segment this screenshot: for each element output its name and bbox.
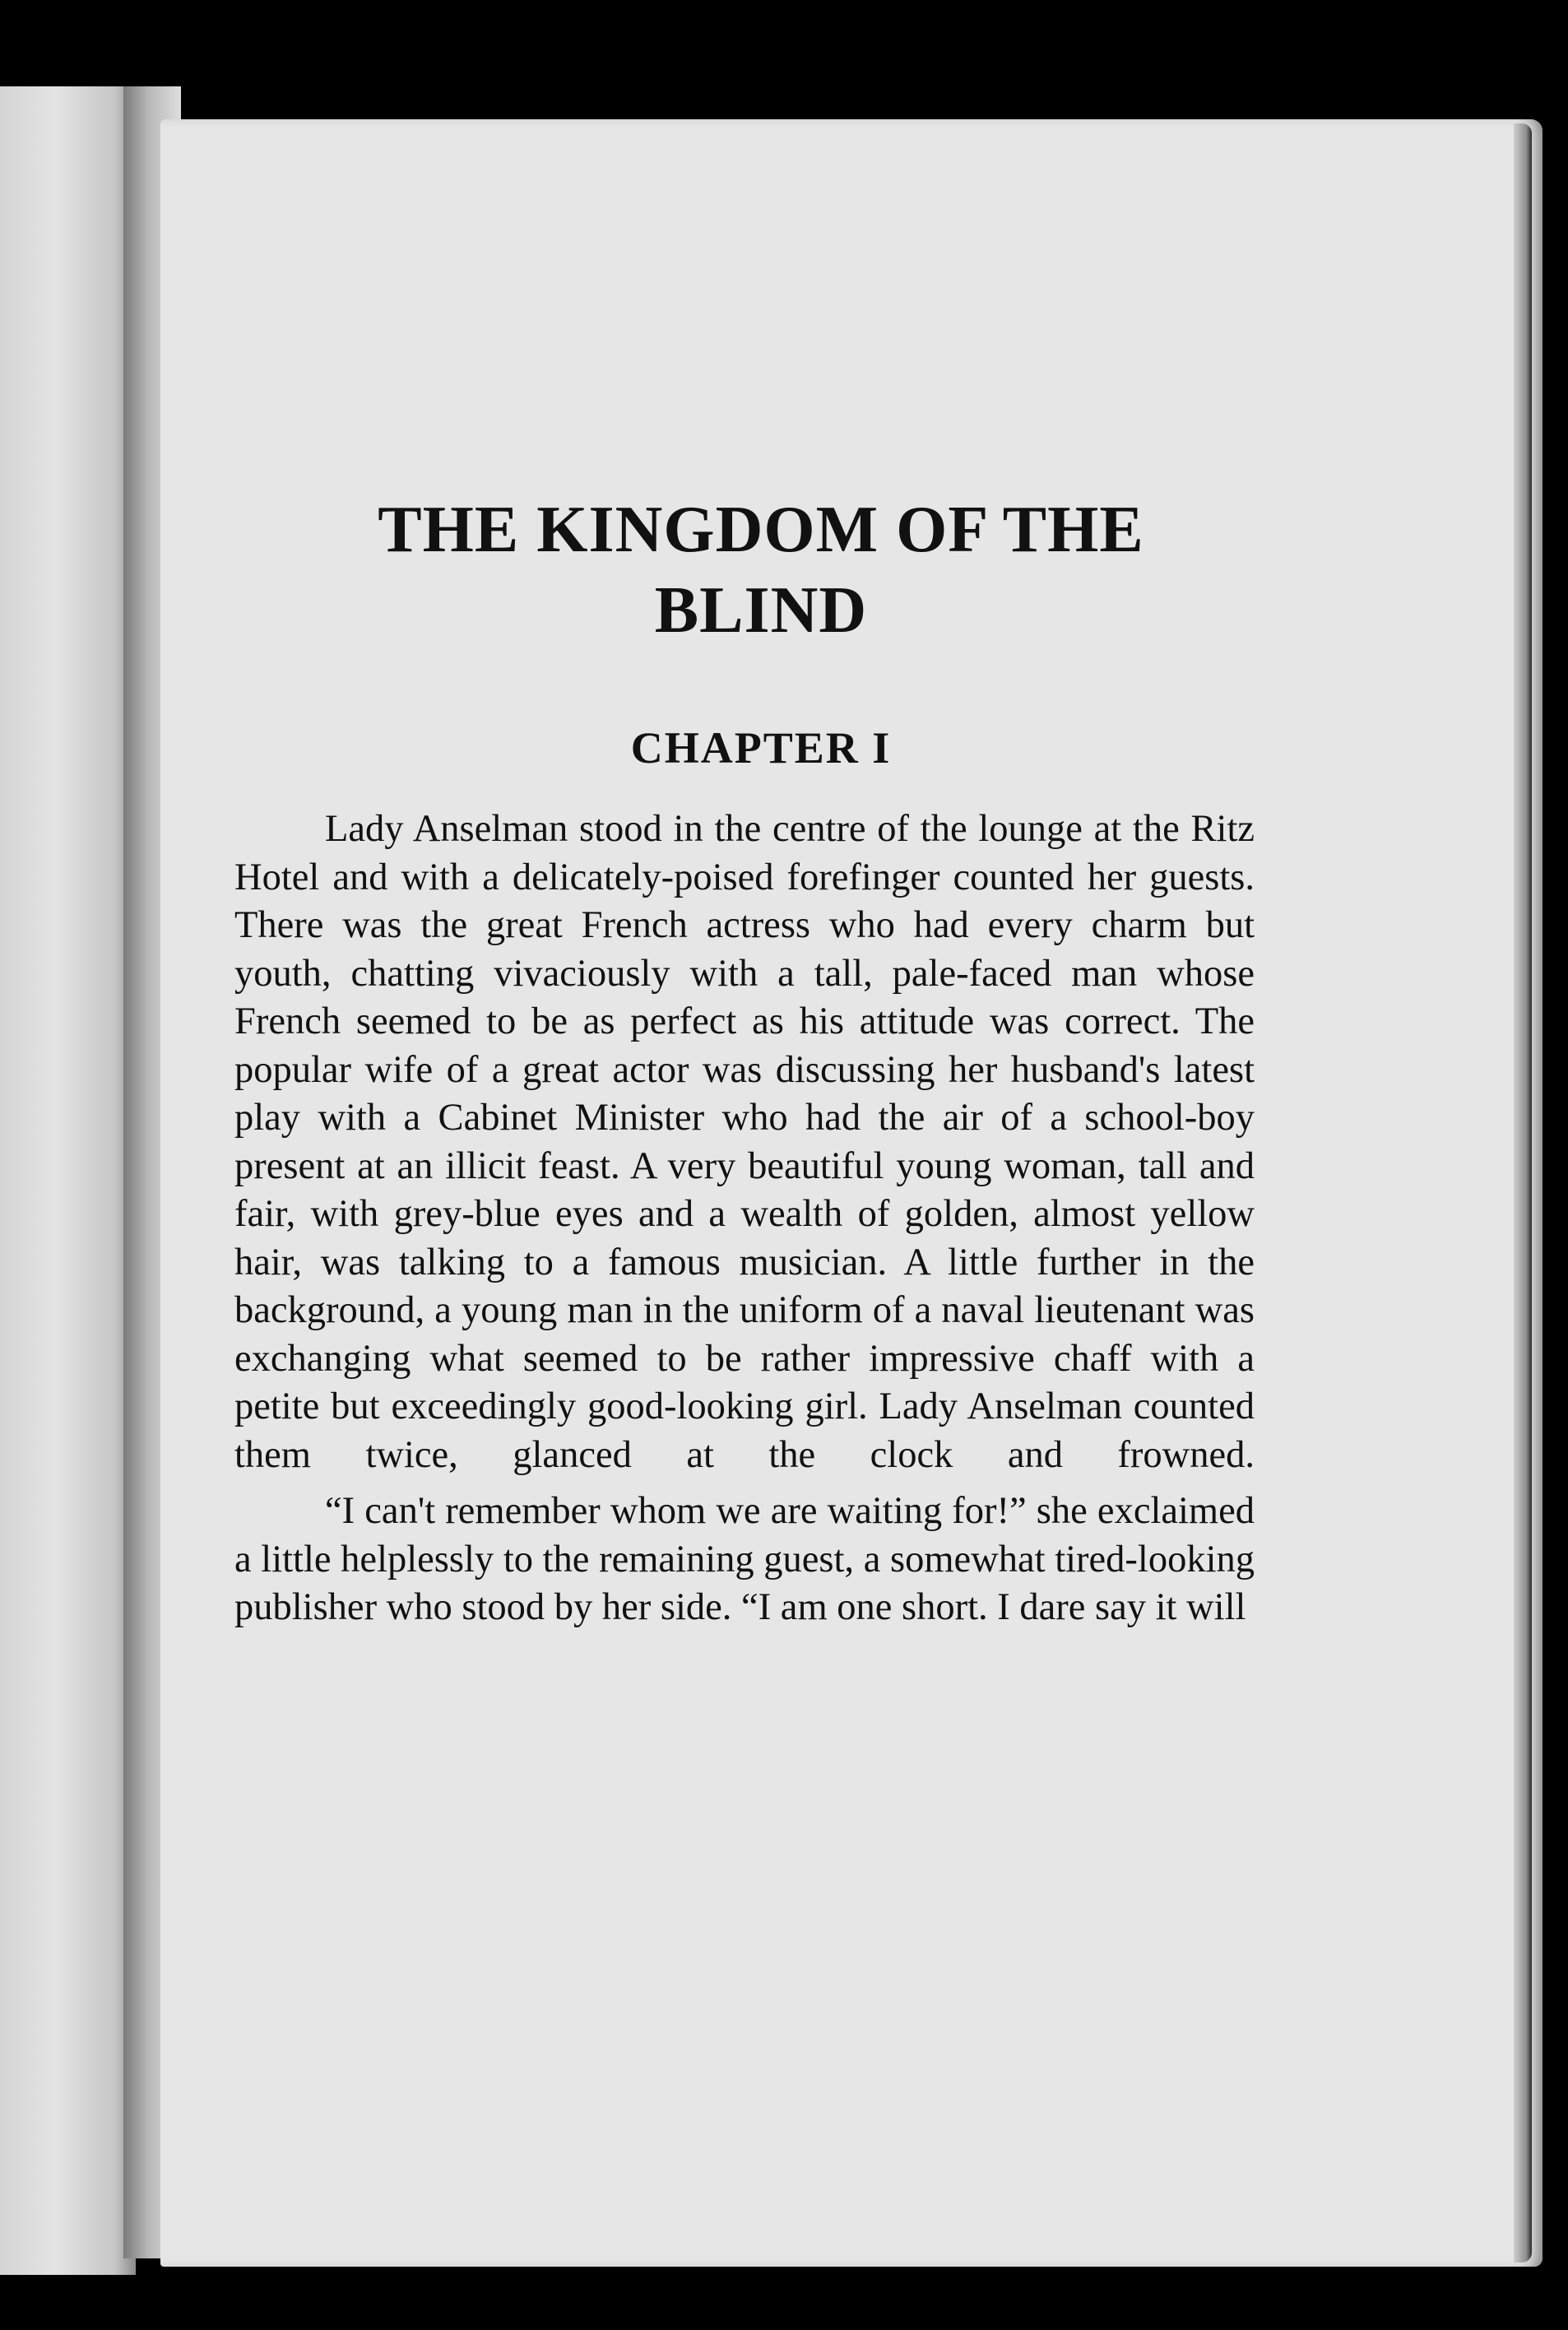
book-title: THE KINGDOM OF THE BLIND	[378, 494, 1144, 647]
right-page-shadow-edge	[1514, 123, 1532, 2263]
body-paragraph: “I can't remember whom we are waiting for!” she exclaimed a little helplessly to the remaining guest, a somewhat tired-looking publisher who stood by her side. “I am one short. I dare say it will	[234, 1490, 1255, 1628]
body-paragraph: Lady Anselman stood in the centre of the lounge at the Ritz Hotel and with a delicately-poised forefinger counted her guests. There was the great French actress who had every charm but youth, chatting vivaciously with a tall, pale-faced man whose French seemed to be as perfect as his attitude was correct. The popular wife of a great actor was discussing her husband's latest play with a Cabinet Minister who had the air of a school-boy present at an illicit feast. A very beautiful young woman, tall and fair, with grey-blue eyes and a wealth of golden, almost yellow hair, was talking to a famous musician. A little further in the background, a young man in the uniform of a naval lieutenant was exchanging what seemed to be rather impressive chaff with a petite but exceedingly good-looking girl. Lady Anselman counted them twice, glanced at the clock and frowned.	[234, 808, 1255, 1476]
chapter-heading: CHAPTER I	[630, 723, 892, 773]
left-page-edge	[0, 86, 136, 2275]
page-text-block	[234, 490, 1255, 1632]
